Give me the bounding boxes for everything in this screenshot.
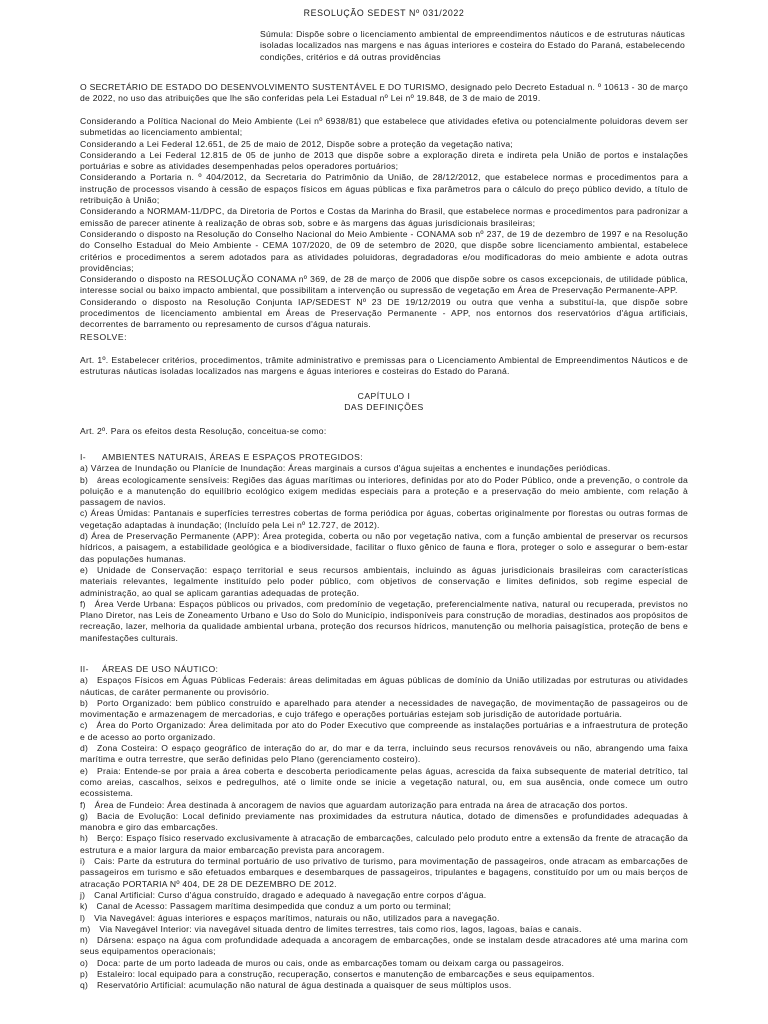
article-1: Art. 1º. Estabelecer critérios, procedimentos, trâmite administrativo e premissas para o Licenciamento Ambiental de Empreendimentos Náuticos e de estruturas náuticas isoladas localizados nas margens e águas interiores e costeiras do Estado do Paraná. <box>80 355 688 377</box>
section-nautical-areas <box>80 664 688 992</box>
definition-item: d) Zona Costeira: O espaço geográfico de interação do ar, do mar e da terra, incluindo seus recursos renováveis ou não, abrangendo uma faixa marítima e outra terrestre, que serão definidas pelo Plano (gerenciamento costeiro). <box>80 743 688 765</box>
section-title: ÁREAS DE USO NÁUTICO: <box>102 664 219 674</box>
article-2: Art. 2º. Para os efeitos desta Resolução, conceitua-se como: <box>80 426 327 436</box>
section-natural-environments <box>80 452 688 644</box>
section-heading <box>80 664 688 675</box>
definition-item: e) Unidade de Conservação: espaço territorial e seus recursos ambientais, incluindo as águas jurisdicionais brasileiras com características materiais relevantes, legalmente instituído pelo poder público, com objetivos de conservação e limites definidos, sob regime especial de administração, ao qual se aplicam garantias adequadas de proteção. <box>80 564 688 598</box>
definition-item: h) Berço: Espaço físico reservado exclusivamente à atracação de embarcações, calculado pelo produto entre a extensão da frente de atracação da estrutura e a maior largura da maior embarcação prevista para ancoragem. <box>80 833 688 855</box>
resolution-title: RESOLUÇÃO SEDEST Nº 031/2022 <box>303 8 465 18</box>
considerando-paragraph: Considerando o disposto na Resolução do Conselho Nacional do Meio Ambiente - CONAMA sob nº 237, de 19 de dezembro de 1997 e na Resolução do Conselho Estadual do Meio Ambiente - CEMA 107/2020, de 09 de setembro de 2020, que dispõe sobre licenciamento ambiental, estabelece critérios e procedimentos a serem adotados para as atividades poluidoras, degradadoras e/ou modificadoras do meio ambiente e adota outras providências; <box>80 228 688 273</box>
definition-item: o) Doca: parte de um porto ladeada de muros ou cais, onde as embarcações tomam ou deixam carga ou passageiros. <box>80 957 565 968</box>
considerando-paragraph: Considerando a Lei Federal 12.651, de 25 de maio de 2012, Dispõe sobre a proteção da vegetação nativa; <box>80 138 514 149</box>
definition-item: d) Área de Preservação Permanente (APP): Área protegida, coberta ou não por vegetação nativa, com a função ambiental de preservar os recursos hídricos, a paisagem, a estabilidade geológica e a biodiversidade, facilitar o fluxo gênico de fauna e flora, proteger o solo e assegurar o bem-estar das populações humanas. <box>80 531 688 564</box>
definition-item: c) Área do Porto Organizado: Área delimitada por ato do Poder Executivo que compreende as instalações portuárias e a infraestrutura de proteção e de acesso ao porto organizado. <box>80 720 688 742</box>
section-numeral: II- <box>80 664 89 674</box>
sumula-paragraph: Súmula: Dispõe sobre o licenciamento ambiental de empreendimentos náuticos e de estruturas náuticas isoladas localizados nas margens e nas águas interiores e costeira do Estado do Paraná, estabelecendo condições, critérios e dá outras providências <box>260 29 685 62</box>
considerando-paragraph: Considerando a Portaria n. º 404/2012, da Secretaria do Patrimônio da União, de 28/12/2012, que estabelece normas e procedimentos para a instrução de processos visando à cessão de espaços físicos em águas públicas e fixa parâmetros para o cálculo do preço público devido, a título de retribuição à União; <box>80 172 688 206</box>
definition-item: i) Cais: Parte da estrutura do terminal portuário de uso privativo de turismo, para movimentação de passageiros, onde atracam as embarcações de passageiros em turismo e são efetuados embarques e desembarques de passageiros, tripulantes e bagagens, constituído por um ou mais berços de atracação PORTARIA Nº 404, DE 28 DE DEZEMBRO DE 2012. <box>80 856 688 889</box>
intro-paragraph: O SECRETÁRIO DE ESTADO DO DESENVOLVIMENTO SUSTENTÁVEL E DO TURISMO, designado pelo Decreto Estadual n. º 10613 - 30 de março de 2022, no uso das atribuições que lhe são conferidas pela Lei Estadual nº Lei nº 19.848, de 3 de maio de 2019. <box>80 82 688 104</box>
document-page <box>80 0 688 1024</box>
considerando-paragraph: Considerando o disposto na RESOLUÇÃO CONAMA nº 369, de 28 de março de 2006 que dispõe sobre os casos excepcionais, de utilidade pública, interesse social ou baixo impacto ambiental, que possibilitam a intervenção ou supressão de vegetação em Área de Preservação Permanente-APP. <box>80 274 688 296</box>
definition-item: a) Várzea de Inundação ou Planície de Inundação: Áreas marginais a cursos d'água sujeitas a enchentes e inundações periódicas. <box>80 463 611 474</box>
section-numeral: I- <box>80 452 87 462</box>
definition-item: b) áreas ecologicamente sensíveis: Regiões das águas marítimas ou interiores, definidas por ato do Poder Público, onde a prevenção, o controle da poluição e a manutenção do equilíbrio ecológico exigem medidas especiais para a proteção e a preservação do meio ambiente, com relação à passagem de navios. <box>80 474 688 508</box>
considerando-paragraph: Considerando a NORMAM-11/DPC, da Diretoria de Portos e Costas da Marinha do Brasil, que estabelece normas e procedimentos para padronizar a emissão de parecer atinente à realização de obras sob, sobre e às margens das águas jurisdicionais brasileiras; <box>80 206 688 228</box>
definition-item: c) Áreas Úmidas: Pantanais e superfícies terrestres cobertas de forma periódica por águas, cobertas originalmente por florestas ou outras formas de vegetação adaptadas à inundação; (Incluído pela Lei nº 12.727, de 2012). <box>80 508 688 530</box>
definition-item: b) Porto Organizado: bem público construído e aparelhado para atender a necessidades de navegação, de movimentação de passageiros ou de movimentação e armazenagem de mercadorias, e cujo tráfego e operações portuárias estejam sob jurisdição de autoridade portuária. <box>80 697 688 720</box>
chapter-number: CAPÍTULO I <box>357 391 411 401</box>
considerando-paragraph: Considerando o disposto na Resolução Conjunta IAP/SEDEST Nº 23 DE 19/12/2019 ou outra que venha a substituí-la, que dispõe sobre procedimentos de licenciamento ambiental em Áreas de Preservação Permanente - APP, nos entornos dos reservatórios d'água artificiais, decorrentes de barramento ou represamento de cursos d'água naturais. <box>80 296 688 330</box>
definition-item: n) Dársena: espaço na água com profundidade adequada a ancoragem de embarcações, onde se instalam desde atracadores até uma marina com seus equipamentos operacionais; <box>80 935 688 957</box>
chapter-title: DAS DEFINIÇÕES <box>344 402 424 413</box>
chapter-heading <box>80 391 688 414</box>
definition-item: j) Canal Artificial: Curso d'água construído, dragado e adequado à navegação entre corpos d'água. <box>80 889 487 900</box>
definition-item: l) Via Navegável: águas interiores e espaços marítimos, naturais ou não, utilizados para a navegação. <box>80 912 500 923</box>
considerandos-block <box>80 116 688 331</box>
resolve-heading: RESOLVE: <box>80 332 128 342</box>
section-title: AMBIENTES NATURAIS, ÁREAS E ESPAÇOS PROTEGIDOS: <box>102 452 364 462</box>
section-heading <box>80 452 688 463</box>
definition-item: a) Espaços Físicos em Águas Públicas Federais: áreas delimitadas em águas públicas de domínio da União utilizadas por estruturas ou atividades náuticas, de caráter permanente ou provisório. <box>80 675 688 697</box>
definition-item: m) Via Navegável Interior: via navegável situada dentro de limites terrestres, tais como rios, lagos, lagoas, baías e canais. <box>80 923 582 934</box>
definition-item: k) Canal de Acesso: Passagem marítima desimpedida que conduz a um porto ou terminal; <box>80 901 452 912</box>
definition-item: q) Reservatório Artificial: acumulação não natural de água destinada a quaisquer de seus múltiplos usos. <box>80 980 512 991</box>
definition-item: f) Área de Fundeio: Área destinada à ancoragem de navios que aguardam autorização para entrada na área de atracação dos portos. <box>80 799 628 810</box>
considerando-paragraph: Considerando a Lei Federal 12.815 de 05 de junho de 2013 que dispõe sobre a exploração direta e indireta pela União de portos e instalações portuárias e sobre as atividades desempenhadas pelos operadores portuários; <box>80 149 688 172</box>
definition-item: g) Bacia de Evolução: Local definido previamente nas proximidades da estrutura náutica, dotado de dimensões e profundidades adequadas à manobra e giro das embarcações. <box>80 810 688 833</box>
definition-item: e) Praia: Entende-se por praia a área coberta e descoberta periodicamente pelas águas, acrescida da faixa subsequente de material detrítico, tal como areias, cascalhos, seixos e pedregulhos, até o limite onde se inicie a vegetação natural, ou, em sua ausência, onde comece um outro ecossistema. <box>80 765 688 799</box>
considerando-paragraph: Considerando a Política Nacional do Meio Ambiente (Lei nº 6938/81) que estabelece que atividades efetiva ou potencialmente poluidoras devem ser submetidas ao licenciamento ambiental; <box>80 116 688 138</box>
definition-item: p) Estaleiro: local equipado para a construção, recuperação, consertos e manutenção de embarcações e seus equipamentos. <box>80 969 595 980</box>
definition-item: f) Área Verde Urbana: Espaços públicos ou privados, com predomínio de vegetação, preferencialmente nativa, natural ou recuperada, previstos no Plano Diretor, nas Leis de Zoneamento Urbano e Uso do Solo do Município, indisponíveis para construção de moradias, destinados aos propósitos de recreação, lazer, melhoria da qualidade ambiental urbana, proteção dos recursos hídricos, manutenção ou melhoria paisagística, proteção de bens e manifestações culturais. <box>80 598 688 643</box>
